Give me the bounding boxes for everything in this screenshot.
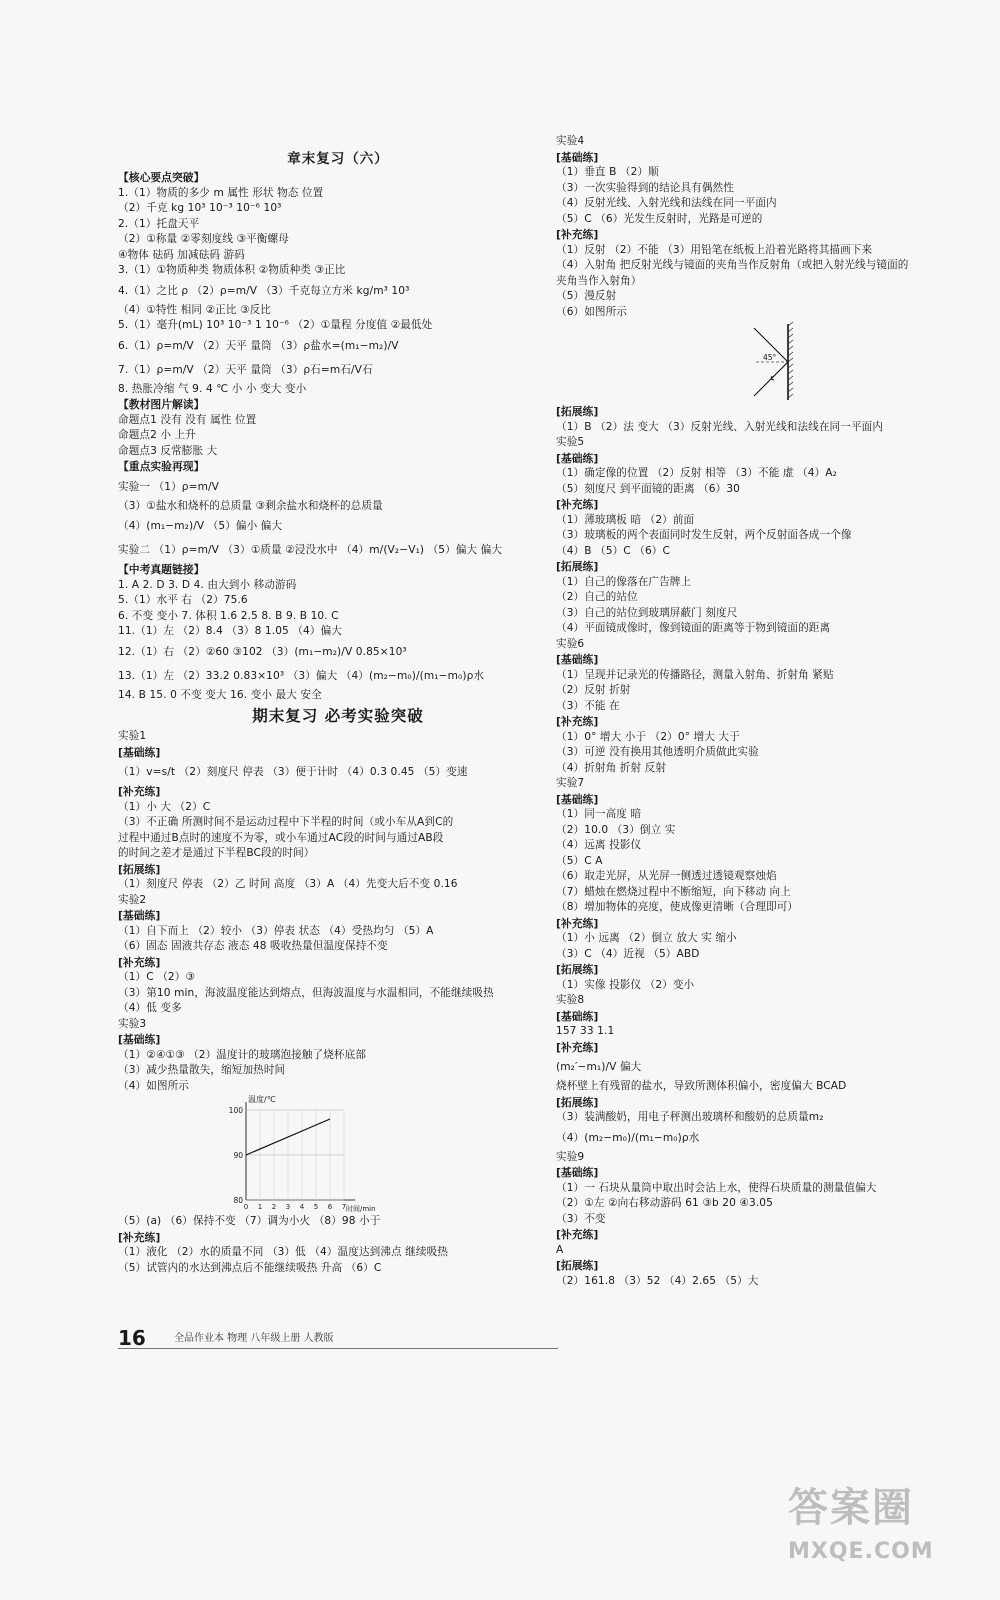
section-heading: [拓展练] xyxy=(556,1259,599,1272)
answer-line: 夹角当作入射角） xyxy=(556,274,642,287)
section-heading: [补充练] xyxy=(556,498,599,511)
section-heading: [拓展练] xyxy=(556,963,599,976)
answer-line: 6.（1）ρ=m/V （2）天平 量筒 （3）ρ盐水=(m₁−m₂)/V xyxy=(118,339,399,352)
answer-line: 命题点1 没有 没有 属性 位置 xyxy=(118,413,257,426)
answer-line: 12.（1）右 （2）②60 ③102 （3）(m₁−m₂)/V 0.85×10³ xyxy=(118,645,407,658)
x-tick-label: 2 xyxy=(271,1203,277,1211)
answer-line: （1）垂直 B （2）顺 xyxy=(556,166,659,178)
answer-line: （3）可逆 没有换用其他透明介质做此实验 xyxy=(556,746,759,758)
left-column xyxy=(118,148,558,1276)
answer-line: （2）千克 kg 10³ 10⁻³ 10⁻⁶ 10³ xyxy=(118,202,282,214)
answer-line: （2）自己的站位 xyxy=(556,591,638,603)
section-heading: 【中考真题链接】 xyxy=(118,563,205,576)
answer-line: 1.（1）物质的多少 m 属性 形状 物态 位置 xyxy=(118,186,324,199)
y-tick-label: 80 xyxy=(233,1196,243,1205)
x-tick-label: 4 xyxy=(299,1203,305,1211)
answer-line: （1）小 大 （2）C xyxy=(118,800,211,813)
answer-line: 实验4 xyxy=(556,135,585,147)
answer-line: （1）B （2）法 变大 （3）反射光线、入射光线和法线在同一平面内 xyxy=(556,420,884,433)
answer-line: （3）不变 xyxy=(556,1212,606,1225)
x-tick-label: 0 xyxy=(243,1203,249,1211)
answer-line: 1. A 2. D 3. D 4. 由大到小 移动游码 xyxy=(118,578,297,591)
watermark-url: MXQE.COM xyxy=(788,1539,934,1564)
answer-line: （4）入射角 把反射光线与镜面的夹角当作反射角（或把入射光线与镜面的 xyxy=(556,259,909,271)
watermark xyxy=(788,1476,988,1596)
section-heading: [基础练] xyxy=(118,745,161,759)
answer-line: （4）低 变多 xyxy=(118,1002,182,1014)
answer-line: （5）漫反射 xyxy=(556,290,617,302)
answer-line: （2）①左 ②向右移动游码 61 ③b 20 ④3.05 xyxy=(556,1197,773,1209)
answer-line: （5）刻度尺 到平面镜的距离 （6）30 xyxy=(556,482,741,495)
section-heading: [补充练] xyxy=(556,715,599,728)
answer-line: 实验7 xyxy=(556,777,585,789)
answer-line: （1）反射 （2）不能 （3）用铅笔在纸板上沿着光路将其描画下来 xyxy=(556,243,873,256)
section-heading: [补充练] xyxy=(118,785,161,798)
answer-line: 8. 热胀冷缩 气 9. 4 ℃ 小 小 变大 变小 xyxy=(118,382,307,395)
answer-line: （4）远离 投影仪 xyxy=(556,839,642,851)
answer-line: （2）161.8 （3）52 （4）2.65 （5）大 xyxy=(556,1274,759,1287)
book-info: 全品作业本 物理 八年级上册 人教版 xyxy=(174,1333,334,1344)
answer-line: （6）取走光屏，从光屏一侧透过透镜观察烛焰 xyxy=(556,870,777,882)
temperature-graph-svg xyxy=(118,1094,558,1214)
answer-line: （4）如图所示 xyxy=(118,1079,190,1092)
section-heading: [补充练] xyxy=(118,1230,161,1244)
section-heading: [基础练] xyxy=(556,451,599,465)
section-heading: [基础练] xyxy=(556,792,599,806)
right-column xyxy=(556,134,976,1289)
answer-line: （3）玻璃板的两个表面同时发生反射，两个反射面各成一个像 xyxy=(556,529,852,541)
answer-line: 命题点3 反常膨胀 大 xyxy=(118,444,218,457)
answer-line: 的时间之差才是通过下半程BC段的时间） xyxy=(118,847,315,859)
section-heading: [补充练] xyxy=(556,228,599,241)
answer-line: 实验一 （1）ρ=m/V xyxy=(118,480,220,493)
answer-line: （1）薄玻璃板 暗 （2）前面 xyxy=(556,513,695,526)
section-heading: [补充练] xyxy=(556,916,599,930)
answer-line: （5）试管内的水达到沸点后不能继续吸热 升高 （6）C xyxy=(118,1261,382,1274)
answer-line: 实验8 xyxy=(556,994,585,1006)
answer-line: （1）实像 投影仪 （2）变小 xyxy=(556,978,695,991)
answer-line: （4）平面镜成像时，像到镜面的距离等于物到镜面的距离 xyxy=(556,622,831,634)
answer-line: 实验9 xyxy=(556,1150,585,1163)
answer-line: （4）①特性 相同 ②正比 ③反比 xyxy=(118,303,271,316)
answer-line: 6. 不变 变小 7. 体积 1.6 2.5 8. B 9. B 10. C xyxy=(118,609,339,622)
answer-line: （1）v=s/t （2）刻度尺 停表 （3）便于计时 （4）0.3 0.45 （5）变速 xyxy=(118,766,468,778)
answer-line: 实验2 xyxy=(118,893,147,906)
answer-line: （1）刻度尺 停表 （2）乙 时间 高度 （3）A （4）先变大后不变 0.16 xyxy=(118,878,458,890)
y-axis-label: 温度/℃ xyxy=(248,1095,276,1104)
answer-line: 实验3 xyxy=(118,1017,147,1030)
answer-line: （8）增加物体的亮度，使成像更清晰（合理即可） xyxy=(556,901,799,913)
answer-line: 烧杯壁上有残留的盐水，导致所测体积偏小，密度偏大 BCAD xyxy=(556,1080,847,1092)
section-heading: [补充练] xyxy=(118,955,161,969)
answer-line: （3）减少热量散失，缩短加热时间 xyxy=(118,1064,286,1076)
answer-line: 实验5 xyxy=(556,436,585,448)
answer-line: （3）不正确 所测时间不是运动过程中下半程的时间（或小车从A到C的 xyxy=(118,816,454,828)
section-heading: [基础练] xyxy=(118,909,161,922)
answer-line: （1）C （2）③ xyxy=(118,971,196,983)
answer-line: （1）自己的像落在广告牌上 xyxy=(556,575,692,588)
answer-line: 13.（1）左 （2）33.2 0.83×10³ （3）偏大 （4）(m₂−m₀)/(m₁−m₀)ρ水 xyxy=(118,669,485,682)
y-tick-label: 100 xyxy=(228,1106,243,1115)
answer-line: （7）蜡烛在燃烧过程中不断缩短，向下移动 向上 xyxy=(556,885,791,898)
x-tick-label: 6 xyxy=(327,1203,333,1211)
section-heading: 【教材图片解读】 xyxy=(118,398,205,411)
answer-line: （4）(m₂−m₀)/(m₁−m₀)ρ水 xyxy=(556,1131,700,1144)
answer-line: 3.（1）①物质种类 物质体积 ②物质种类 ③正比 xyxy=(118,264,346,276)
section-title: 期末复习 必考实验突破 xyxy=(252,707,424,725)
answer-line: （4）B （5）C （6）C xyxy=(556,544,670,557)
answer-line: （3）装满酸奶，用电子秤测出玻璃杯和酸奶的总质量m₂ xyxy=(556,1111,824,1123)
answer-line: （4）反射光线、入射光线和法线在同一平面内 xyxy=(556,197,777,209)
answer-line: （1）确定像的位置 （2）反射 相等 （3）不能 虚 （4）A₂ xyxy=(556,467,837,479)
answer-line: （2）反射 折射 xyxy=(556,684,631,696)
section-heading: [拓展练] xyxy=(556,1095,599,1109)
answer-line: （5）C A xyxy=(556,854,603,867)
answer-line: （5）C （6）光发生反射时，光路是可逆的 xyxy=(556,212,763,225)
answer-line: （1）0° 增大 小于 （2）0° 增大 大于 xyxy=(556,730,740,743)
answer-line: （1）自下而上 （2）较小 （3）停表 状态 （4）受热均匀 （5）A xyxy=(118,924,434,937)
answer-line: （1）呈现并记录光的传播路径，测量入射角、折射角 紧贴 xyxy=(556,668,834,681)
x-tick-label: 5 xyxy=(313,1203,319,1211)
answer-line: 5.（1）水平 右 （2）75.6 xyxy=(118,594,248,606)
section-heading: [补充练] xyxy=(556,1228,599,1241)
mirror-diagram-svg xyxy=(556,320,976,404)
x-axis-label: 时间/min xyxy=(346,1205,376,1213)
answer-line: 4.（1）之比 ρ （2）ρ=m/V （3）千克每立方米 kg/m³ 10³ xyxy=(118,284,410,297)
answer-line: （2）10.0 （3）倒立 实 xyxy=(556,823,676,836)
section-heading: [基础练] xyxy=(556,1166,599,1179)
section-heading: [补充练] xyxy=(556,1040,599,1054)
answer-line: （3）第10 min，海波温度能达到熔点，但海波温度与水温相同，不能继续吸热 xyxy=(118,986,494,999)
answer-line: （4）折射角 折射 反射 xyxy=(556,761,667,774)
answer-line: 5.（1）毫升(mL) 10³ 10⁻³ 1 10⁻⁶ （2）①量程 分度值 ②最低处 xyxy=(118,319,433,331)
section-heading: [基础练] xyxy=(118,1033,161,1046)
footer-rule xyxy=(118,1348,558,1349)
y-tick-label: 90 xyxy=(233,1151,243,1160)
section-heading: [基础练] xyxy=(556,150,599,164)
section-heading: [基础练] xyxy=(556,1009,599,1023)
page-number: 16 xyxy=(118,1326,146,1350)
answer-line: （1）小 远离 （2）倒立 放大 实 缩小 xyxy=(556,932,737,944)
section-title: 章末复习（六） xyxy=(287,151,389,167)
answer-line: （6）如图所示 xyxy=(556,305,628,318)
section-heading: 【核心要点突破】 xyxy=(118,171,205,184)
answer-line: （4）(m₁−m₂)/V （5）偏小 偏大 xyxy=(118,520,283,532)
answer-line: （3）C （4）近视 （5）ABD xyxy=(556,947,700,960)
section-heading: [拓展练] xyxy=(556,405,599,418)
answer-line: 2.（1）托盘天平 xyxy=(118,217,200,230)
x-tick-label: 7 xyxy=(341,1203,347,1211)
x-tick-label: 1 xyxy=(257,1203,263,1211)
answer-line: （3）一次实验得到的结论具有偶然性 xyxy=(556,181,734,194)
answer-line: ④物体 砝码 加减砝码 游码 xyxy=(118,248,245,261)
answer-line: （3）不能 在 xyxy=(556,699,620,712)
answer-line: 14. B 15. 0 不变 变大 16. 变小 最大 安全 xyxy=(118,688,322,701)
answer-line: （3）自己的站位到玻璃屏蔽门 刻度尺 xyxy=(556,606,738,619)
section-heading: [拓展练] xyxy=(556,560,599,573)
answer-line: A xyxy=(556,1243,564,1256)
answer-line: （1）液化 （2）水的质量不同 （3）低 （4）温度达到沸点 继续吸热 xyxy=(118,1246,448,1258)
x-tick-label: 3 xyxy=(285,1203,291,1211)
answer-line: 实验6 xyxy=(556,637,585,650)
angle-label: 45° xyxy=(763,353,777,362)
section-heading: [拓展练] xyxy=(118,862,161,876)
answer-line: 11.（1）左 （2）8.4 （3）8 1.05 （4）偏大 xyxy=(118,625,342,637)
watermark-logo-text: 答案圈 xyxy=(788,1485,914,1531)
page-footer xyxy=(118,1326,558,1352)
section-heading: 【重点实验再现】 xyxy=(118,460,205,473)
answer-line: （5）(a) （6）保持不变 （7）调为小火 （8）98 小于 xyxy=(118,1215,381,1227)
answer-line: 实验1 xyxy=(118,730,147,742)
answer-line: （3）①盐水和烧杯的总质量 ③剩余盐水和烧杯的总质量 xyxy=(118,499,383,512)
temperature-time-graph xyxy=(118,1094,558,1214)
answer-line: (m₂′−m₁)/V 偏大 xyxy=(556,1061,642,1073)
answer-line: （1）同一高度 暗 xyxy=(556,808,642,820)
answer-line: 7.（1）ρ=m/V （2）天平 量筒 （3）ρ石=m石/V石 xyxy=(118,363,373,376)
answer-line: 过程中通过B点时的速度不为零，或小车通过AC段的时间与通过AB段 xyxy=(118,831,444,844)
answer-line: （1）一 石块从量筒中取出时会沾上水，使得石块质量的测量值偏大 xyxy=(556,1181,877,1194)
answer-line: （6）固态 固液共存态 液态 48 吸收热量但温度保持不变 xyxy=(118,940,388,952)
answer-line: 命题点2 小 上升 xyxy=(118,429,196,441)
answer-line: （2）①称量 ②零刻度线 ③平衡螺母 xyxy=(118,233,289,245)
answer-line: （1）②④①③ （2）温度计的玻璃泡接触了烧杯底部 xyxy=(118,1048,367,1061)
mirror-reflection-diagram xyxy=(556,320,976,404)
answer-line: 实验二 （1）ρ=m/V （3）①质量 ②浸没水中 （4）m/(V₂−V₁) （5）偏大 偏大 xyxy=(118,544,503,556)
answer-line: 157 33 1.1 xyxy=(556,1025,615,1037)
section-heading: [基础练] xyxy=(556,653,599,666)
